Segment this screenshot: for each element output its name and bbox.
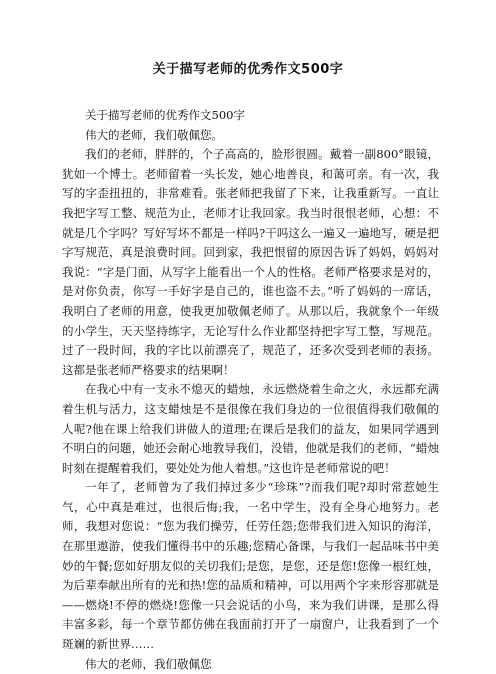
paragraph: 伟大的老师，我们敬佩您: [85, 656, 212, 671]
paragraph: 伟大的老师，我们敬佩您。: [85, 127, 223, 142]
paragraph: 在我心中有一支永不熄灭的蜡烛，永远燃烧着生命之火，永远都充满着生机与活力，这支蜡烛是不是很像在我们身边的一位很值得我们敬佩的人呢?他在课上给我们讲做人的道理;在课后是我们的益友，如果同学遇到不明白的问题，她还会耐心地教导我们，没错，他就是我们的老师，“蜡烛时刻在提醒着我们，要处处为他人着想。”这也许是老师常说的吧！: [62, 382, 439, 475]
paragraph: 关于描写老师的优秀作文500字: [85, 108, 245, 122]
document-body: [62, 106, 439, 674]
paragraph: 一年了，老师曾为了我们掉过多少“珍珠”?而我们呢?却时常惹她生气，心中真是难过，也很后悔;我，一名中学生，没有全身心地努力。老师，我想对您说：“您为我们操劳，任劳任怨;您带我们进入知识的海洋，在那里遨游，使我们懂得书中的乐趣;您精心备课，与我们一起品味书中美妙的午餐;您如好朋友似的关切我们;是您，是您，还是您!您像一根红烛，为后辈奉献出所有的光和热!您的品质和精神，可以用两个字来形容那就是——燃烧!不停的燃烧!您像一只会说话的小鸟，来为我们讲课，是那么得丰富多彩，每一个章节都仿佛在我面前打开了一扇窗户，让我看到了一个斑斓的新世界……: [62, 480, 439, 652]
document-title: 关于描写老师的优秀作文500字: [152, 62, 344, 77]
paragraph: 我们的老师，胖胖的，个子高高的，脸形很圆。戴着一副800°眼镜，犹如一个博士。老师留着一头长发，她心地善良，和蔼可亲。有一次，我写的字歪扭扭的，非常难看。张老师把我留了下来，让我重新写。一直让我把字写工整、规范为止，老师才让我回家。我当时很恨老师，心想：不就是几个字吗？写好写坏不都是一样吗?干吗这么一遍又一遍地写，硬是把字写规范，真是浪费时间。回到家，我把恨留的原因告诉了妈妈，妈妈对我说：“字是门面，从写字上能看出一个人的性格。老师严格要求是对的，是对你负责，你写一手好字是自己的，谁也盗不去。”听了妈妈的一席话，我明白了老师的用意，使我更加敬佩老师了。从那以后，我就象个一年级的小学生，天天坚持练字，无论写什么作业都坚持把字写工整，写规范。过了一段时间，我的字比以前漂亮了，规范了，还多次受到老师的表扬。这都是张老师严格要求的结果啊！: [62, 147, 439, 377]
